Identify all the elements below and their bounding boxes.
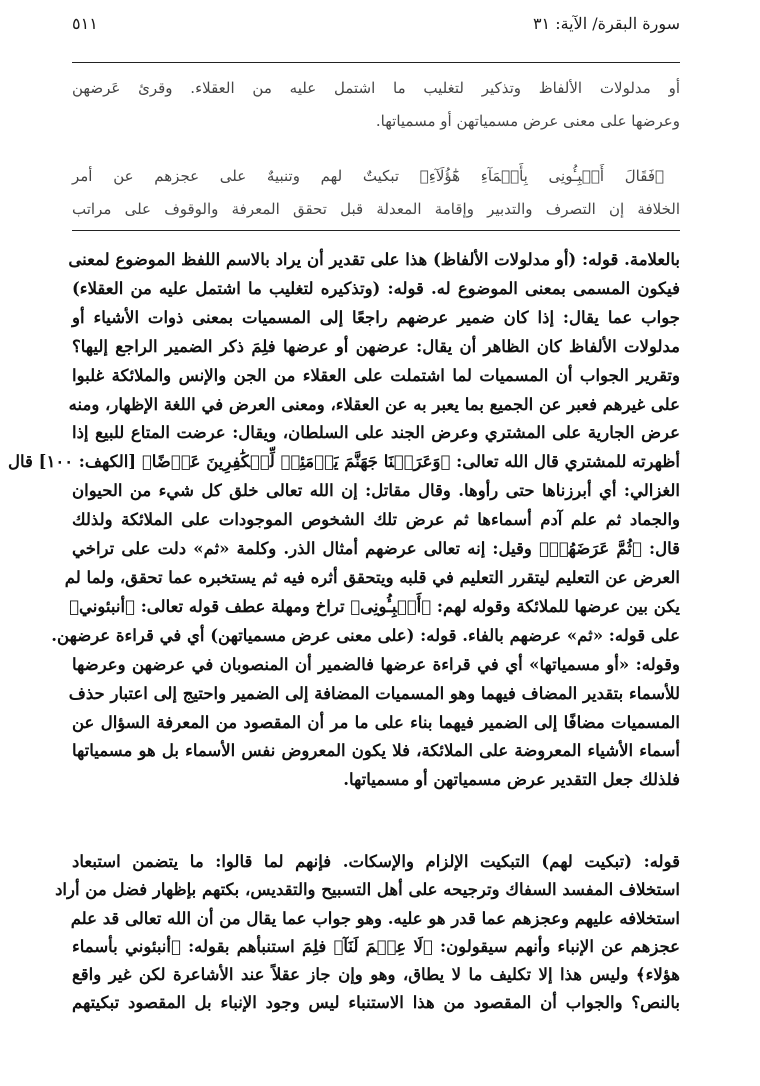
text-line: مدلولات الألفاظ كان الظاهر أن يقال: عرضهن أو عرضها فلِمَ ذكر الضمير الراجع إليها؟	[72, 336, 680, 356]
page-number: ٥١١	[72, 13, 98, 33]
text-line: أسماء الأشياء المعروضة على الملائكة، فلا يكون المعروض نفس الأسماء بل هو مسمياتها	[72, 741, 680, 761]
header-rule	[72, 62, 680, 63]
text-line: وقوله: «أو مسمياتها» أي في قراءة عرضها فالضمير أن المنصوبان في عرضهن وعرضها	[72, 654, 680, 674]
commentary-text	[72, 72, 680, 226]
text-line: للأسماء بتقدير المضاف فيهما وهو المسميات المضافة إلى الضمير واحتيج إلى اعتبار حذف	[68, 683, 680, 703]
text-line: استخلاف المفسد السفاك وترجيحه على أهل التسبيح والتقديس، بكتهم بإظهار فضل من أراد	[55, 880, 680, 900]
text-line: والجماد ثم علم آدم أسماءها ثم عرض تلك الشخوص الموجودات على الملائكة ولذلك	[72, 510, 680, 530]
text-line: هؤلاء﴾ وليس هذا إلا تكليف ما لا يطاق، وهو وإن جاز عقلاً عند الأشاعرة لكن غير واقع	[72, 965, 680, 985]
page-header	[72, 8, 680, 38]
text-line: عرض الجارية على المشتري وعرض الجند على السلطان، ويقال: عرضت المتاع للبيع إذا	[72, 423, 680, 443]
text-line: فلذلك جعل التقدير عرض مسمياتهن أو مسمياتها.	[343, 770, 680, 790]
text-line: استخلافه عليهم وعجزهم عما قدر هو عليه. وهو جواب عما يقال من أن الله تعالى قد علم	[70, 908, 680, 928]
gloss-section-1	[8, 246, 681, 795]
running-title: سورة البقرة/ الآية: ٣١	[532, 13, 680, 33]
text-line: الخلافة إن التصرف والتدبير وإقامة المعدلة قبل تحقق المعرفة والوقوف على مراتب	[72, 200, 680, 218]
text-line: على غيرهم فعبر عن الجميع بما يعبر به عن العقلاء، ومعنى العرض في اللغة الإظهار، ومنه	[68, 394, 680, 414]
text-line: قوله: (تبكيت لهم) التبكيت الإلزام والإسكات. فإنهم لما قالوا: ما يتضمن استبعاد	[72, 852, 680, 871]
section-divider	[72, 230, 680, 231]
text-line: يكن بين عرضها للملائكة وقوله لهم: ﴿أَنۢبِـُٔونِى﴾ تراخ ومهلة عطف قوله تعالى: ﴿أنبئوني﴾	[69, 596, 680, 616]
text-line: عجزهم عن الإنباء وأنهم سيقولون: ﴿لَا عِلۡمَ لَنَآ﴾ فلِمَ استنبأهم بقوله: ﴿أنبئوني بأسماء	[72, 936, 680, 956]
text-line: أو مدلولات الألفاظ وتذكير لتغليب ما اشتمل عليه من العقلاء. وقرئ عَرضهن	[72, 79, 680, 97]
text-line: بالنص؟ والجواب أن المقصود من هذا الاستنباء ليس وجود الإنباء بل المقصود تبكيتهم	[72, 993, 680, 1013]
text-line: ﴿فَقَالَ أَنۢبِـُٔونِى بِأَسۡمَآءِ هَٰٓؤُلَآءِ﴾ تبكيتٌ لهم وتنبيهٌ على عجزهم عن أمر	[72, 167, 664, 185]
text-line: أظهرته للمشتري قال الله تعالى: ﴿وَعَرَضۡنَا جَهَنَّمَ يَوۡمَئِذٖ لِّلۡكَٰفِرِينَ عَرۡضًا﴾ [الكهف: ١٠٠] قال	[8, 452, 680, 472]
text-line: العرض عن التعليم ليتقرر التعليم في قلبه ويتحقق أثره فيه ثم يستخبره عما تحقق، ولما لم	[64, 567, 680, 587]
text-line: المسميات مضافًا إلى الضمير فيهما بناء على ما مر أن المقصود من المعرفة السؤال عن	[72, 712, 681, 732]
text-line: على قوله: «ثم» عرضهم بالفاء. قوله: (على معنى عرض مسمياتهن) أي في قراءة عرضهن.	[51, 625, 680, 645]
gloss-section-2	[55, 848, 680, 1018]
text-line: بالعلامة. قوله: (أو مدلولات الألفاظ) هذا على تقدير أن يراد بالاسم اللفظ الموضوع لمعنى	[68, 250, 680, 269]
text-line: وعرضها على معنى عرض مسمياتهن أو مسمياتها.	[375, 112, 680, 130]
text-line: جواب عما يقال: إذا كان ضمير عرضهم راجعًا إلى المسميات بمعنى ذوات الأشياء أو	[72, 307, 680, 327]
text-line: قال: ﴿ثُمَّ عَرَضَهُمۡ﴾ وقيل: إنه تعالى عرضهم أمثال الذر. وكلمة «ثم» دلت على تراخي	[72, 539, 680, 559]
text-line: فيكون المسمى بمعنى الموضوع له. قوله: (وتذكيره لتغليب ما اشتمل عليه من العقلاء)	[72, 278, 680, 298]
text-line: الغزالي: أي أبرزناها حتى رأوها. وقال مقاتل: إن الله تعالى خلق كل شيء من الحيوان	[72, 481, 680, 501]
text-line: وتقرير الجواب أن المسميات لما اشتملت على العقلاء من الجن والإنس والملائكة غلبوا	[72, 365, 680, 385]
